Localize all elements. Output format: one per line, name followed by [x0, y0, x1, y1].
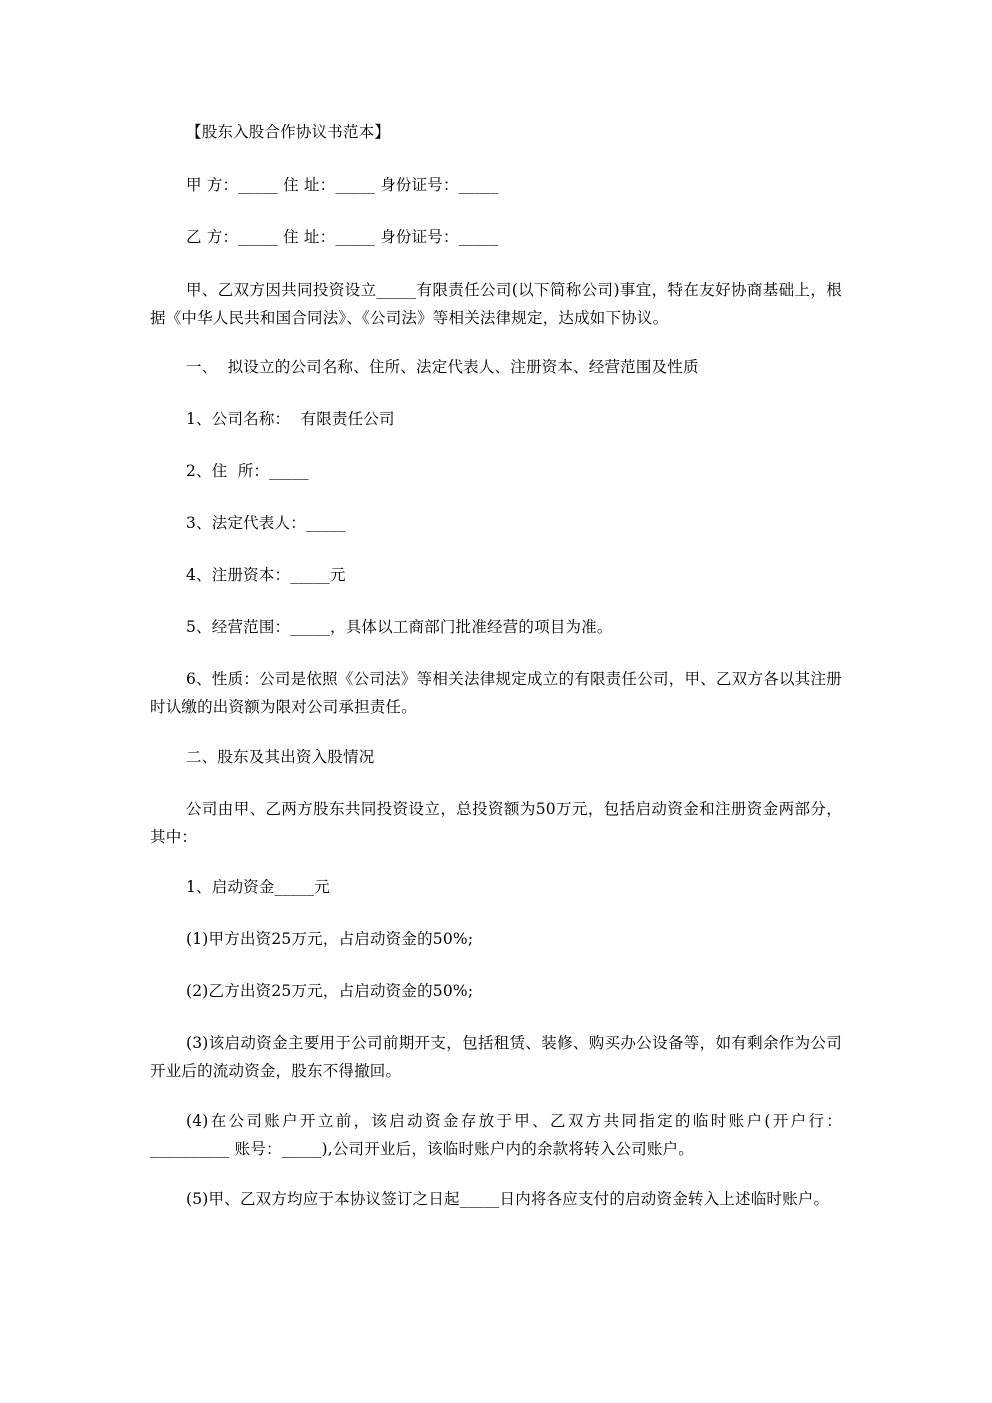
party-b-line: 乙 方：_____ 住 址：_____ 身份证号：_____ [186, 228, 499, 246]
preamble-paragraph: 甲、乙双方因共同投资设立_____有限责任公司(以下简称公司)事宜，特在友好协商基础上，根据《中华人民共和国合同法》、《公司法》等相关法律规定，达成如下协议。 [150, 281, 842, 327]
legal-rep-item: 3、法定代表人：_____ [186, 514, 346, 532]
investment-paragraph: 公司由甲、乙两方股东共同投资设立，总投资额为50万元，包括启动资金和注册资金两部分，其中： [150, 800, 842, 846]
section-one-heading: 一、 拟设立的公司名称、住所、法定代表人、注册资本、经营范围及性质 [186, 358, 699, 376]
registered-capital-item: 4、注册资本：_____元 [186, 566, 346, 584]
document-title: 【股东入股合作协议书范本】 [186, 123, 391, 141]
company-name-item: 1、公司名称： 有限责任公司 [186, 410, 395, 428]
party-b-contribution: (2)乙方出资25万元，占启动资金的50%; [186, 982, 474, 1000]
nature-item: 6、性质：公司是依照《公司法》等相关法律规定成立的有限责任公司，甲、乙双方各以其注册时认缴的出资额为限对公司承担责任。 [150, 670, 842, 716]
startup-fund-item: 1、启动资金_____元 [186, 878, 331, 896]
fund-usage-clause: (3)该启动资金主要用于公司前期开支，包括租赁、装修、购买办公设备等，如有剩余作为公司开业后的流动资金，股东不得撤回。 [150, 1034, 842, 1080]
section-two-heading: 二、股东及其出资入股情况 [186, 748, 375, 766]
business-scope-item: 5、经营范围：_____，具体以工商部门批准经营的项目为准。 [186, 618, 613, 636]
party-a-line: 甲 方：_____ 住 址：_____ 身份证号：_____ [186, 176, 499, 194]
temporary-account-clause: (4)在公司账户开立前，该启动资金存放于甲、乙双方共同指定的临时账户(开户行：__________ 账号：_____),公司开业后，该临时账户内的余款将转入公司账户。 [150, 1112, 842, 1158]
address-item: 2、住 所：_____ [186, 462, 309, 480]
party-a-contribution: (1)甲方出资25万元，占启动资金的50%; [186, 930, 474, 948]
transfer-deadline-clause: (5)甲、乙双方均应于本协议签订之日起_____日内将各应支付的启动资金转入上述临时账户。 [186, 1190, 830, 1208]
